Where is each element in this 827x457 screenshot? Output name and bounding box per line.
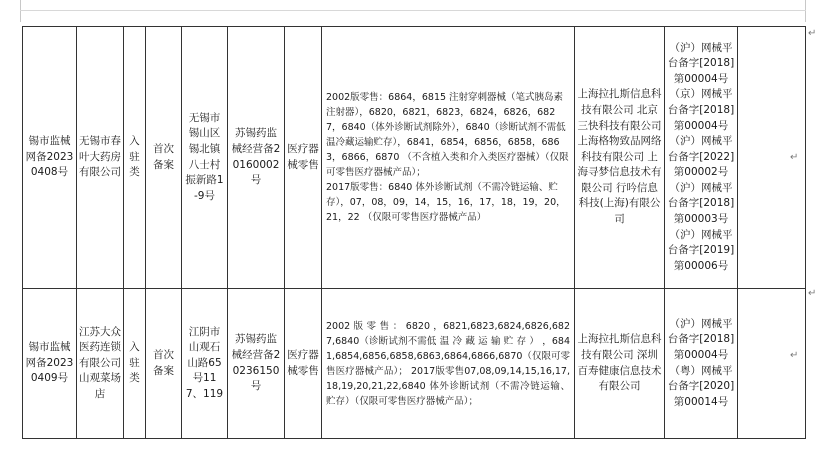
category-cell: 医疗器械零售 [285, 289, 322, 439]
page-corner-right [805, 0, 806, 22]
page-corner-left [20, 0, 21, 22]
blank-cell [738, 289, 806, 439]
paragraph-mark: ↵ [808, 28, 817, 39]
page-top-guide [20, 10, 806, 11]
reg-no-cell: 锡市监械网备20230409号 [23, 289, 77, 439]
category-cell: 医疗器械零售 [285, 27, 322, 289]
reg-no-cell: 锡市监械网备20230408号 [23, 27, 77, 289]
status-cell: 入驻类 [124, 289, 146, 439]
company-cell: 江苏大众医药连锁有限公司山观菜场店 [77, 289, 124, 439]
paragraph-mark: ↵ [808, 288, 817, 299]
table-row [23, 27, 806, 289]
license-cell: 苏锡药监械经营备20236150号 [228, 289, 285, 439]
paragraph-mark: ↵ [790, 152, 799, 163]
scope-cell [322, 289, 575, 439]
scope-2002-text: 2002版零售：6864，6815 注射穿刺器械（笔式胰岛素注射器），6820，6821，6823，6824，6826，6827，6840（体外诊断试剂除外），6840（诊断试剂不需低温冷藏运输贮存），6841，6854，6856，6858，6863，6866，6870 （不含植入类和介入类医疗器械）（仅限可零售医疗器械产品）； [326, 92, 569, 178]
company-cell: 无锡市春叶大药房有限公司 [77, 27, 124, 289]
scope-cell [322, 27, 575, 289]
address-cell: 江阴市山观石山路65号117、119 [182, 289, 228, 439]
registration-table [22, 26, 806, 439]
license-cell: 苏锡药监械经营备20160002号 [228, 27, 285, 289]
scope-text: 2002 版 零 售 ： 6820 ，6821,6823,6824,6826,6827,6840（诊断试剂不需低 温 冷 藏 运 输 贮 存 ） ，6841,6854,6856,6858,6863,6864,6866,6870（仅限可零售医疗器械产品）； 2017版零售07,08,09,14,15,16,17,18,19,20,21,22,6840 体外诊断试剂（不需冷链运输、贮存）（仅限可零售医疗器械产品）； [326, 320, 570, 407]
table-row [23, 289, 806, 439]
icp-cell: （沪）网械平台备字[2018]第00004号 （粤）网械平台备字[2020]第00014号 [665, 289, 738, 439]
filing-type-cell: 首次备案 [146, 27, 182, 289]
status-cell: 入驻类 [124, 27, 146, 289]
platform-cell: 上海拉扎斯信息科技有限公司 北京三快科技有限公司 上海格物致品网络科技有限公司 上海寻梦信息技术有限公司 行吟信息科技(上海)有限公司 [575, 27, 665, 289]
filing-type-cell: 首次备案 [146, 289, 182, 439]
paragraph-mark: ↵ [790, 350, 799, 361]
icp-cell: （沪）网械平台备字[2018]第00004号 （京）网械平台备字[2018]第00004号 （沪）网械平台备字[2022]第00002号 （沪）网械平台备字[2018]第00003号 （沪）网械平台备字[2019]第00006号 [665, 27, 738, 289]
scope-2017-text: 2017版零售：6840 体外诊断试剂（不需冷链运输、贮存），07，08，09，14，15，16，17，18，19，20，21，22 （仅限可零售医疗器械产品） [326, 182, 566, 223]
platform-cell: 上海拉扎斯信息科技有限公司 深圳百寿健康信息技术有限公司 [575, 289, 665, 439]
address-cell: 无锡市锡山区锡北镇八士村振新路1-9号 [182, 27, 228, 289]
